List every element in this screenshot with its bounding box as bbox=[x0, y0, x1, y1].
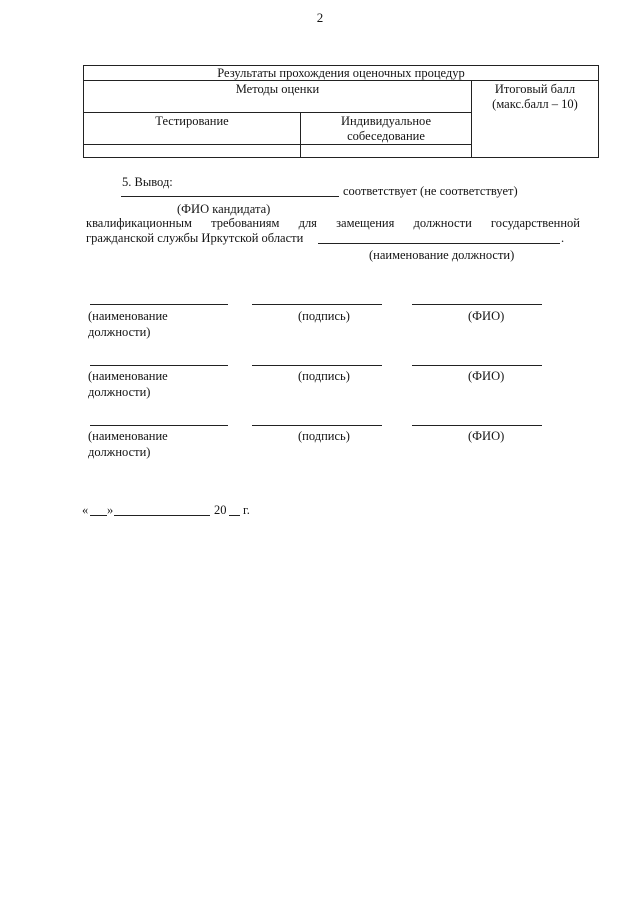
table-header-row bbox=[84, 81, 599, 113]
position-label: (наименование должности) bbox=[369, 248, 515, 262]
signature-position-line bbox=[90, 365, 228, 366]
signature-sign-line bbox=[252, 425, 382, 426]
requirements-text-line2: гражданской службы Иркутской области bbox=[86, 231, 304, 245]
signature-position-label-line2: должности) bbox=[88, 325, 151, 340]
candidate-fio-line bbox=[121, 196, 339, 197]
signature-position-label-line1: (наименование bbox=[88, 309, 168, 323]
date-year-prefix: 20 bbox=[214, 503, 227, 517]
signature-position-label bbox=[88, 368, 168, 401]
testing-score-cell bbox=[84, 145, 301, 158]
total-score-cell bbox=[472, 81, 599, 158]
results-table bbox=[83, 65, 599, 158]
date-close-quote: » bbox=[107, 503, 114, 517]
signature-position-label-line2: должности) bbox=[88, 385, 151, 400]
date-year-line bbox=[229, 515, 240, 516]
date-day-line bbox=[90, 515, 107, 516]
signature-position-label bbox=[88, 308, 168, 341]
testing-header: Тестирование bbox=[84, 113, 301, 145]
matches-text: соответствует (не соответствует) bbox=[343, 184, 518, 198]
interview-header-line2: собеседование bbox=[347, 128, 425, 143]
signature-fio-label: (ФИО) bbox=[468, 309, 505, 323]
signature-fio-line bbox=[412, 425, 542, 426]
table-title-row bbox=[84, 66, 599, 81]
signature-sign-line bbox=[252, 304, 382, 305]
signature-position-label-line2: должности) bbox=[88, 445, 151, 460]
interview-score-cell bbox=[301, 145, 472, 158]
total-score-header: Итоговый балл bbox=[494, 82, 576, 97]
interview-header-line1: Индивидуальное bbox=[340, 114, 432, 129]
methods-header: Методы оценки bbox=[84, 81, 472, 113]
signature-sign-label: (подпись) bbox=[298, 369, 350, 383]
signature-fio-label: (ФИО) bbox=[468, 369, 505, 383]
interview-header bbox=[301, 113, 472, 145]
signature-fio-label: (ФИО) bbox=[468, 429, 505, 443]
signature-position-label-line1: (наименование bbox=[88, 369, 168, 383]
date-month-line bbox=[114, 515, 210, 516]
signature-fio-line bbox=[412, 304, 542, 305]
conclusion-label: 5. Вывод: bbox=[122, 175, 173, 189]
total-score-note: (макс.балл – 10) bbox=[492, 96, 578, 111]
signature-position-label bbox=[88, 428, 168, 461]
fio-candidate-label: (ФИО кандидата) bbox=[177, 202, 271, 216]
signature-position-line bbox=[90, 425, 228, 426]
signature-sign-label: (подпись) bbox=[298, 429, 350, 443]
signature-position-line bbox=[90, 304, 228, 305]
requirements-end: . bbox=[561, 231, 565, 245]
signature-sign-label: (подпись) bbox=[298, 309, 350, 323]
table-title: Результаты прохождения оценочных процедур bbox=[84, 66, 599, 81]
signature-sign-line bbox=[252, 365, 382, 366]
signature-position-label-line1: (наименование bbox=[88, 429, 168, 443]
page-number: 2 bbox=[316, 10, 324, 25]
date-open-quote: « bbox=[82, 503, 89, 517]
signature-fio-line bbox=[412, 365, 542, 366]
date-year-suffix: г. bbox=[243, 503, 250, 517]
requirements-text-line1: квалификационным требованиям для замещения должности государственной bbox=[86, 216, 580, 230]
position-line bbox=[318, 243, 560, 244]
